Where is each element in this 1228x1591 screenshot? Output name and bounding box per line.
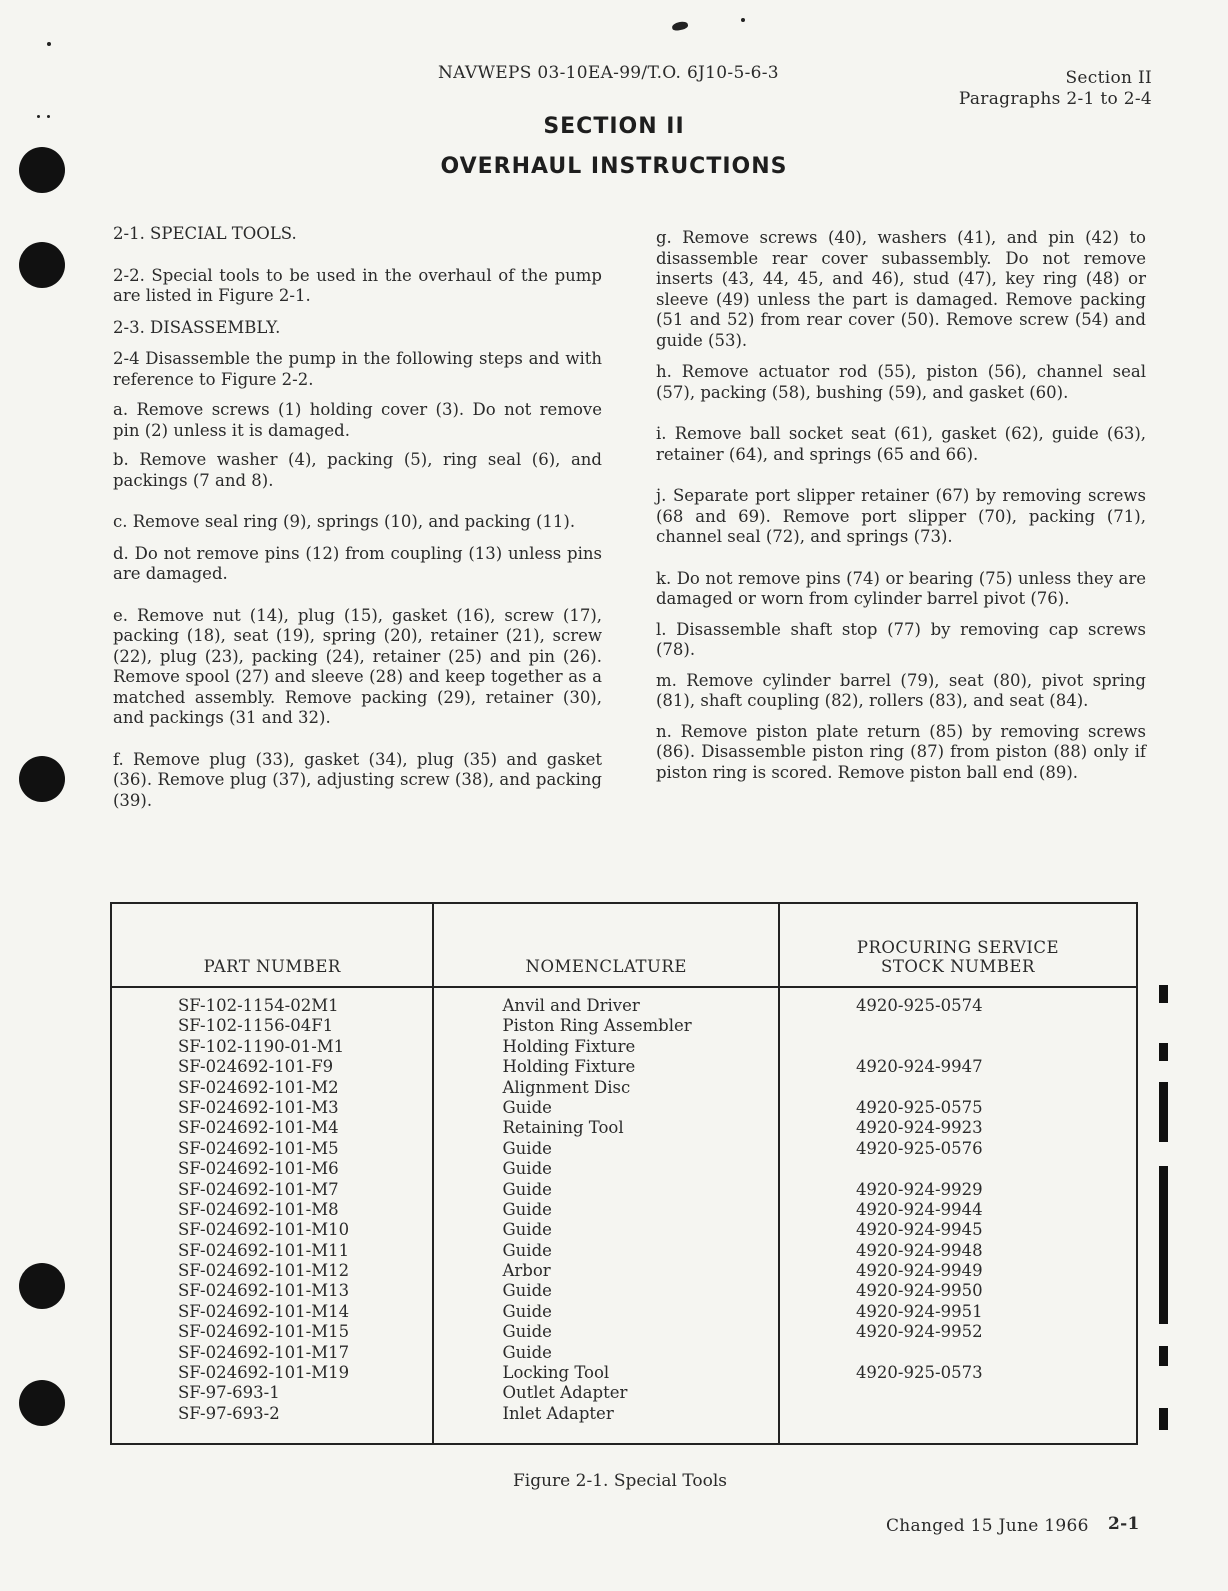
nomenclature-cell: Holding Fixture: [502, 1036, 636, 1056]
column-header-part-number: PART NUMBER: [111, 903, 433, 987]
part-number-cell: SF-024692-101-M17: [178, 1342, 350, 1362]
stock-number-cell: [856, 1343, 1135, 1363]
part-number-cell: SF-024692-101-M7: [178, 1179, 339, 1199]
nomenclature-cell: Inlet Adapter: [502, 1403, 614, 1423]
part-number-cell: SF-024692-101-M13: [178, 1281, 350, 1301]
nomenclature-cell: Guide: [502, 1301, 552, 1321]
paragraph-heading: 2-1. SPECIAL TOOLS.: [113, 224, 297, 243]
paragraph: 2-4 Disassemble the pump in the following steps and with reference to Figure 2-2.: [113, 349, 602, 389]
part-number-cell: SF-024692-101-M19: [178, 1363, 350, 1383]
part-number-cell: SF-024692-101-M4: [178, 1118, 339, 1138]
change-bar: [1159, 1166, 1168, 1324]
nomenclature-cell: Guide: [502, 1159, 552, 1179]
part-number-cell: SF-97-693-2: [178, 1403, 280, 1423]
table-header-row: [111, 903, 1137, 987]
change-bar: [1159, 1346, 1168, 1366]
stock-number-cell: 4920-924-9929: [855, 1179, 983, 1199]
nomenclature-cell: Guide: [502, 1179, 552, 1199]
stock-number-cell: [856, 1404, 1135, 1424]
right-column: [656, 228, 1146, 783]
part-number-cell: SF-024692-101-M10: [178, 1220, 350, 1240]
stock-header-line1: PROCURING SERVICE: [856, 938, 1060, 957]
part-number-cell: SF-024692-101-M15: [178, 1322, 350, 1342]
stock-number-cell: [856, 1383, 1135, 1403]
scan-speck: [741, 18, 745, 22]
table-body-row: [111, 987, 1137, 1444]
step-h: h. Remove actuator rod (55), piston (56), channel seal (57), packing (58), bushing (59), and gasket (60).: [656, 362, 1146, 402]
stock-number-cell: 4920-924-9945: [855, 1220, 983, 1240]
step-k: k. Do not remove pins (74) or bearing (75) unless they are damaged or worn from cylinder barrel pivot (76).: [656, 568, 1146, 608]
step-m: m. Remove cylinder barrel (79), seat (80), pivot spring (81), shaft coupling (82), rollers (83), and seat (84).: [656, 670, 1146, 710]
part-number-cell: SF-102-1154-02M1: [178, 996, 339, 1015]
nomenclature-cell: Locking Tool: [502, 1363, 610, 1383]
binder-hole: [19, 1263, 65, 1309]
paragraph-heading: 2-3. DISASSEMBLY.: [113, 317, 281, 337]
nomenclature-column: [433, 987, 778, 1444]
change-bar: [1159, 985, 1168, 1003]
stock-number-cell: [856, 1078, 1135, 1098]
change-bar: [1159, 1043, 1168, 1061]
binder-hole: [19, 1380, 65, 1426]
nomenclature-cell: Guide: [502, 1342, 552, 1362]
step-l: l. Disassemble shaft stop (77) by removing cap screws (78).: [656, 619, 1146, 659]
part-number-cell: SF-024692-101-M3: [178, 1097, 339, 1117]
nomenclature-cell: Guide: [502, 1322, 552, 1342]
section-reference: Section II: [1065, 68, 1152, 88]
part-number-column: [111, 987, 433, 1444]
nomenclature-cell: Holding Fixture: [502, 1057, 636, 1077]
step-c: c. Remove seal ring (9), springs (10), and packing (11).: [113, 512, 576, 531]
stock-number-cell: [856, 1159, 1135, 1179]
paragraph: 2-2. Special tools to be used in the overhaul of the pump are listed in Figure 2-1.: [113, 265, 602, 305]
nomenclature-cell: Arbor: [502, 1261, 551, 1281]
change-note: Changed 15 June 1966: [886, 1516, 1089, 1536]
stock-number-cell: 4920-924-9951: [855, 1301, 983, 1321]
stock-number-cell: 4920-924-9944: [855, 1199, 983, 1219]
column-header-stock-number: [779, 903, 1137, 987]
figure-caption: Figure 2-1. Special Tools: [512, 1471, 727, 1491]
part-number-cell: SF-024692-101-M11: [178, 1240, 350, 1260]
stock-number-cell: 4920-924-9947: [855, 1057, 983, 1077]
left-column: [113, 224, 602, 811]
nomenclature-cell: Piston Ring Assembler: [502, 1016, 692, 1036]
stock-number-column: [779, 987, 1137, 1444]
stock-number-cell: 4920-924-9948: [855, 1240, 983, 1260]
stock-number-cell: 4920-924-9923: [855, 1118, 983, 1138]
section-title: OVERHAUL INSTRUCTIONS: [440, 154, 788, 179]
stock-number-cell: [856, 1037, 1135, 1057]
nomenclature-cell: Anvil and Driver: [502, 996, 640, 1015]
step-a: a. Remove screws (1) holding cover (3). Do not remove pin (2) unless it is damaged.: [113, 400, 602, 440]
scan-mark: [671, 20, 688, 31]
step-i: i. Remove ball socket seat (61), gasket (62), guide (63), retainer (64), and springs (65 and 66).: [656, 424, 1146, 464]
nomenclature-cell: Guide: [502, 1097, 552, 1117]
step-f: f. Remove plug (33), gasket (34), plug (35) and gasket (36). Remove plug (37), adjusting screw (38), and packing (39).: [113, 749, 602, 810]
section-number: SECTION II: [543, 114, 685, 139]
document-number: NAVWEPS 03-10EA-99/T.O. 6J10-5-6-3: [438, 63, 779, 83]
part-number-cell: SF-024692-101-M5: [178, 1138, 339, 1158]
stock-number-cell: [856, 1016, 1135, 1036]
binder-hole: [19, 242, 65, 288]
page-number: 2-1: [1108, 1514, 1140, 1534]
nomenclature-cell: Alignment Disc: [502, 1077, 631, 1097]
part-number-cell: SF-024692-101-M12: [178, 1261, 350, 1281]
scan-speck: [47, 42, 51, 46]
part-number-cell: SF-97-693-1: [178, 1383, 280, 1403]
part-number-cell: SF-024692-101-M2: [178, 1077, 339, 1097]
stock-number-cell: 4920-925-0576: [855, 1138, 983, 1158]
step-j: j. Separate port slipper retainer (67) by removing screws (68 and 69). Remove port slipper (70), packing (71), channel seal (72), and springs (73).: [656, 486, 1146, 546]
stock-header-line2: STOCK NUMBER: [881, 957, 1035, 976]
part-number-cell: SF-102-1156-04F1: [178, 1016, 334, 1036]
part-number-cell: SF-024692-101-M14: [178, 1301, 350, 1321]
change-bar: [1159, 1408, 1168, 1430]
nomenclature-cell: Outlet Adapter: [502, 1383, 628, 1403]
stock-number-cell: 4920-925-0575: [855, 1097, 983, 1117]
nomenclature-cell: Retaining Tool: [502, 1118, 624, 1138]
stock-number-cell: 4920-924-9949: [855, 1261, 983, 1281]
part-number-cell: SF-024692-101-M6: [178, 1159, 339, 1179]
step-b: b. Remove washer (4), packing (5), ring seal (6), and packings (7 and 8).: [113, 450, 602, 490]
stock-number-cell: 4920-924-9952: [855, 1322, 983, 1342]
step-d: d. Do not remove pins (12) from coupling (13) unless pins are damaged.: [113, 543, 602, 583]
step-e: e. Remove nut (14), plug (15), gasket (16), screw (17), packing (18), seat (19), spring (20), retainer (21), screw (22), plug (23), packing (24), retainer (25) and pin (26). Remove spool (27) and sleeve (28) and keep together as a matched assembly. Remove packing (29), retainer (30), and packings (31 and 32).: [113, 605, 602, 727]
step-g: g. Remove screws (40), washers (41), and pin (42) to disassemble rear cover subassembly. Do not remove inserts (43, 44, 45, and 46), stud (47), key ring (48) or sleeve (49) unless the part is damaged. Remove packing (51 and 52) from rear cover (50). Remove screw (54) and guide (53).: [656, 228, 1146, 350]
nomenclature-cell: Guide: [502, 1240, 552, 1260]
nomenclature-cell: Guide: [502, 1199, 552, 1219]
special-tools-table: [110, 902, 1138, 1445]
part-number-cell: SF-024692-101-F9: [178, 1057, 334, 1077]
binder-hole: [19, 756, 65, 802]
stock-number-cell: 4920-925-0573: [855, 1363, 983, 1383]
stock-number-cell: 4920-925-0574: [855, 996, 983, 1015]
nomenclature-cell: Guide: [502, 1138, 552, 1158]
change-bar: [1159, 1082, 1168, 1142]
part-number-cell: SF-102-1190-01-M1: [178, 1036, 345, 1056]
column-header-nomenclature: NOMENCLATURE: [433, 903, 778, 987]
nomenclature-cell: Guide: [502, 1220, 552, 1240]
step-n: n. Remove piston plate return (85) by removing screws (86). Disassemble piston ring (87) from piston (88) only if piston ring is scored. Remove piston ball end (89).: [656, 721, 1146, 782]
stock-number-cell: 4920-924-9950: [855, 1281, 983, 1301]
nomenclature-cell: Guide: [502, 1281, 552, 1301]
paragraph-reference: Paragraphs 2-1 to 2-4: [958, 89, 1152, 109]
part-number-cell: SF-024692-101-M8: [178, 1199, 339, 1219]
